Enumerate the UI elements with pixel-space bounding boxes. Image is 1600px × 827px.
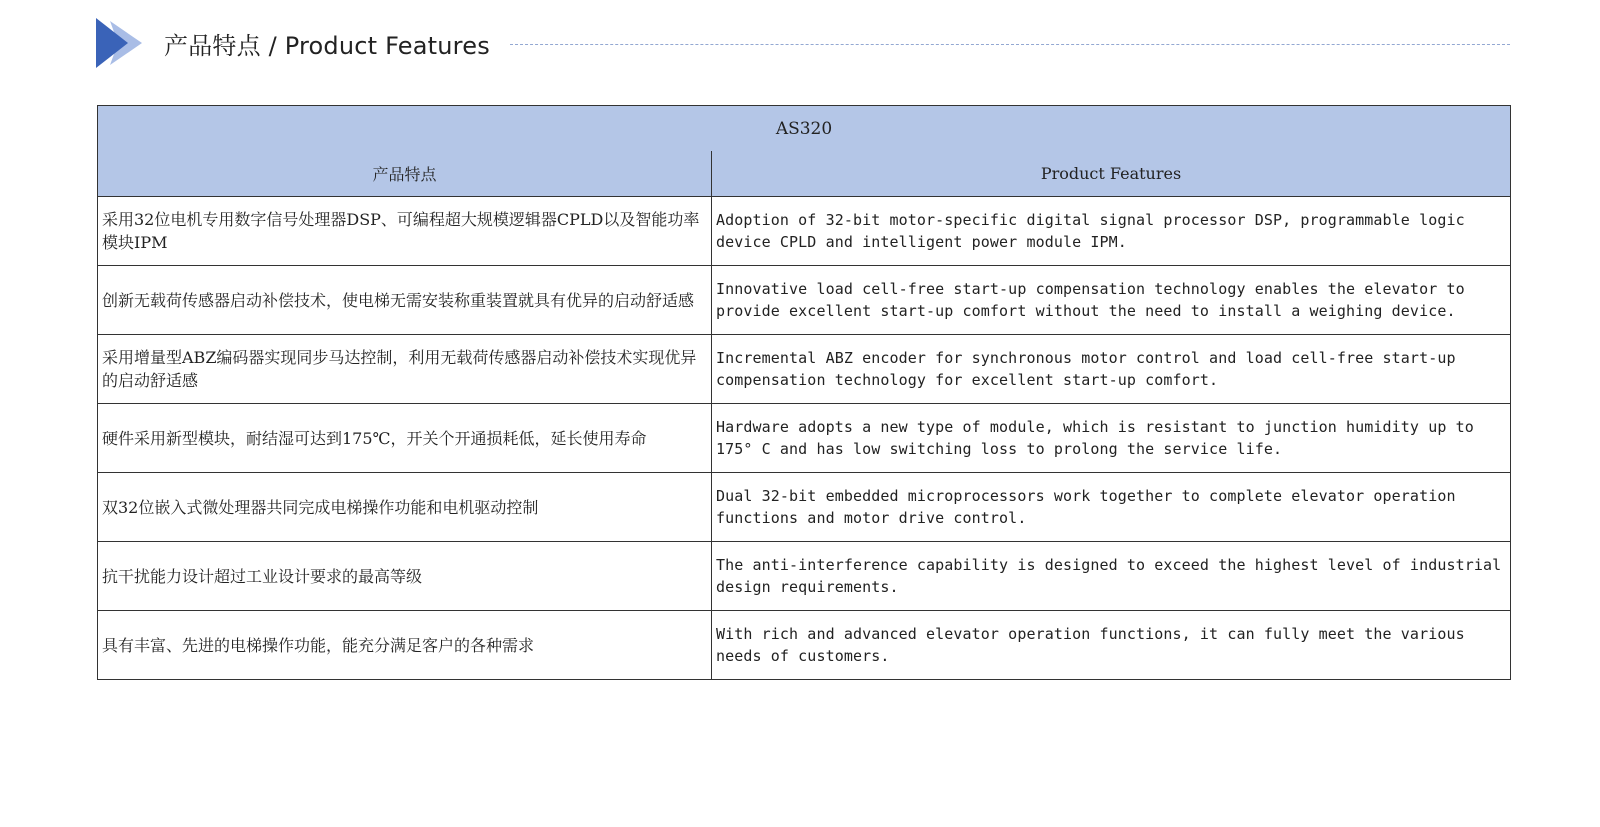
- table-row: [98, 542, 1511, 611]
- feature-en-cell: With rich and advanced elevator operation functions, it can fully meet the various needs of customers.: [712, 611, 1511, 680]
- dashed-divider: [510, 44, 1510, 45]
- section-title: 产品特点 / Product Features: [164, 32, 490, 60]
- feature-cn-cell: 创新无载荷传感器启动补偿技术，使电梯无需安装称重装置就具有优异的启动舒适感: [98, 266, 712, 335]
- feature-cn-cell: 双32位嵌入式微处理器共同完成电梯操作功能和电机驱动控制: [98, 473, 712, 542]
- table-row: [98, 335, 1511, 404]
- feature-cn-cell: 具有丰富、先进的电梯操作功能，能充分满足客户的各种需求: [98, 611, 712, 680]
- feature-cn-cell: 采用32位电机专用数字信号处理器DSP、可编程超大规模逻辑器CPLD以及智能功率模块IPM: [98, 197, 712, 266]
- feature-en-cell: Innovative load cell-free start-up compensation technology enables the elevator to provide excellent start-up comfort without the need to install a weighing device.: [712, 266, 1511, 335]
- feature-en-cell: Dual 32-bit embedded microprocessors work together to complete elevator operation functions and motor drive control.: [712, 473, 1511, 542]
- table-row: [98, 266, 1511, 335]
- table-caption-row: [98, 106, 1511, 152]
- double-chevron-right-icon: [96, 18, 146, 68]
- table-row: [98, 611, 1511, 680]
- feature-en-cell: Incremental ABZ encoder for synchronous motor control and load cell-free start-up compensation technology for excellent start-up comfort.: [712, 335, 1511, 404]
- table-header-row: [98, 151, 1511, 197]
- table-row: [98, 404, 1511, 473]
- feature-cn-cell: 抗干扰能力设计超过工业设计要求的最高等级: [98, 542, 712, 611]
- table-row: [98, 473, 1511, 542]
- feature-cn-cell: 硬件采用新型模块，耐结湿可达到175℃，开关个开通损耗低，延长使用寿命: [98, 404, 712, 473]
- feature-en-cell: Hardware adopts a new type of module, which is resistant to junction humidity up to 175° C and has low switching loss to prolong the service life.: [712, 404, 1511, 473]
- column-header-cn: 产品特点: [98, 151, 712, 197]
- table-caption: AS320: [98, 106, 1511, 152]
- feature-en-cell: Adoption of 32-bit motor-specific digital signal processor DSP, programmable logic device CPLD and intelligent power module IPM.: [712, 197, 1511, 266]
- feature-cn-cell: 采用增量型ABZ编码器实现同步马达控制，利用无载荷传感器启动补偿技术实现优异的启动舒适感: [98, 335, 712, 404]
- section-header: [96, 18, 1510, 68]
- table-row: [98, 197, 1511, 266]
- product-features-table: [97, 105, 1511, 680]
- column-header-en: Product Features: [712, 151, 1511, 197]
- feature-en-cell: The anti-interference capability is designed to exceed the highest level of industrial design requirements.: [712, 542, 1511, 611]
